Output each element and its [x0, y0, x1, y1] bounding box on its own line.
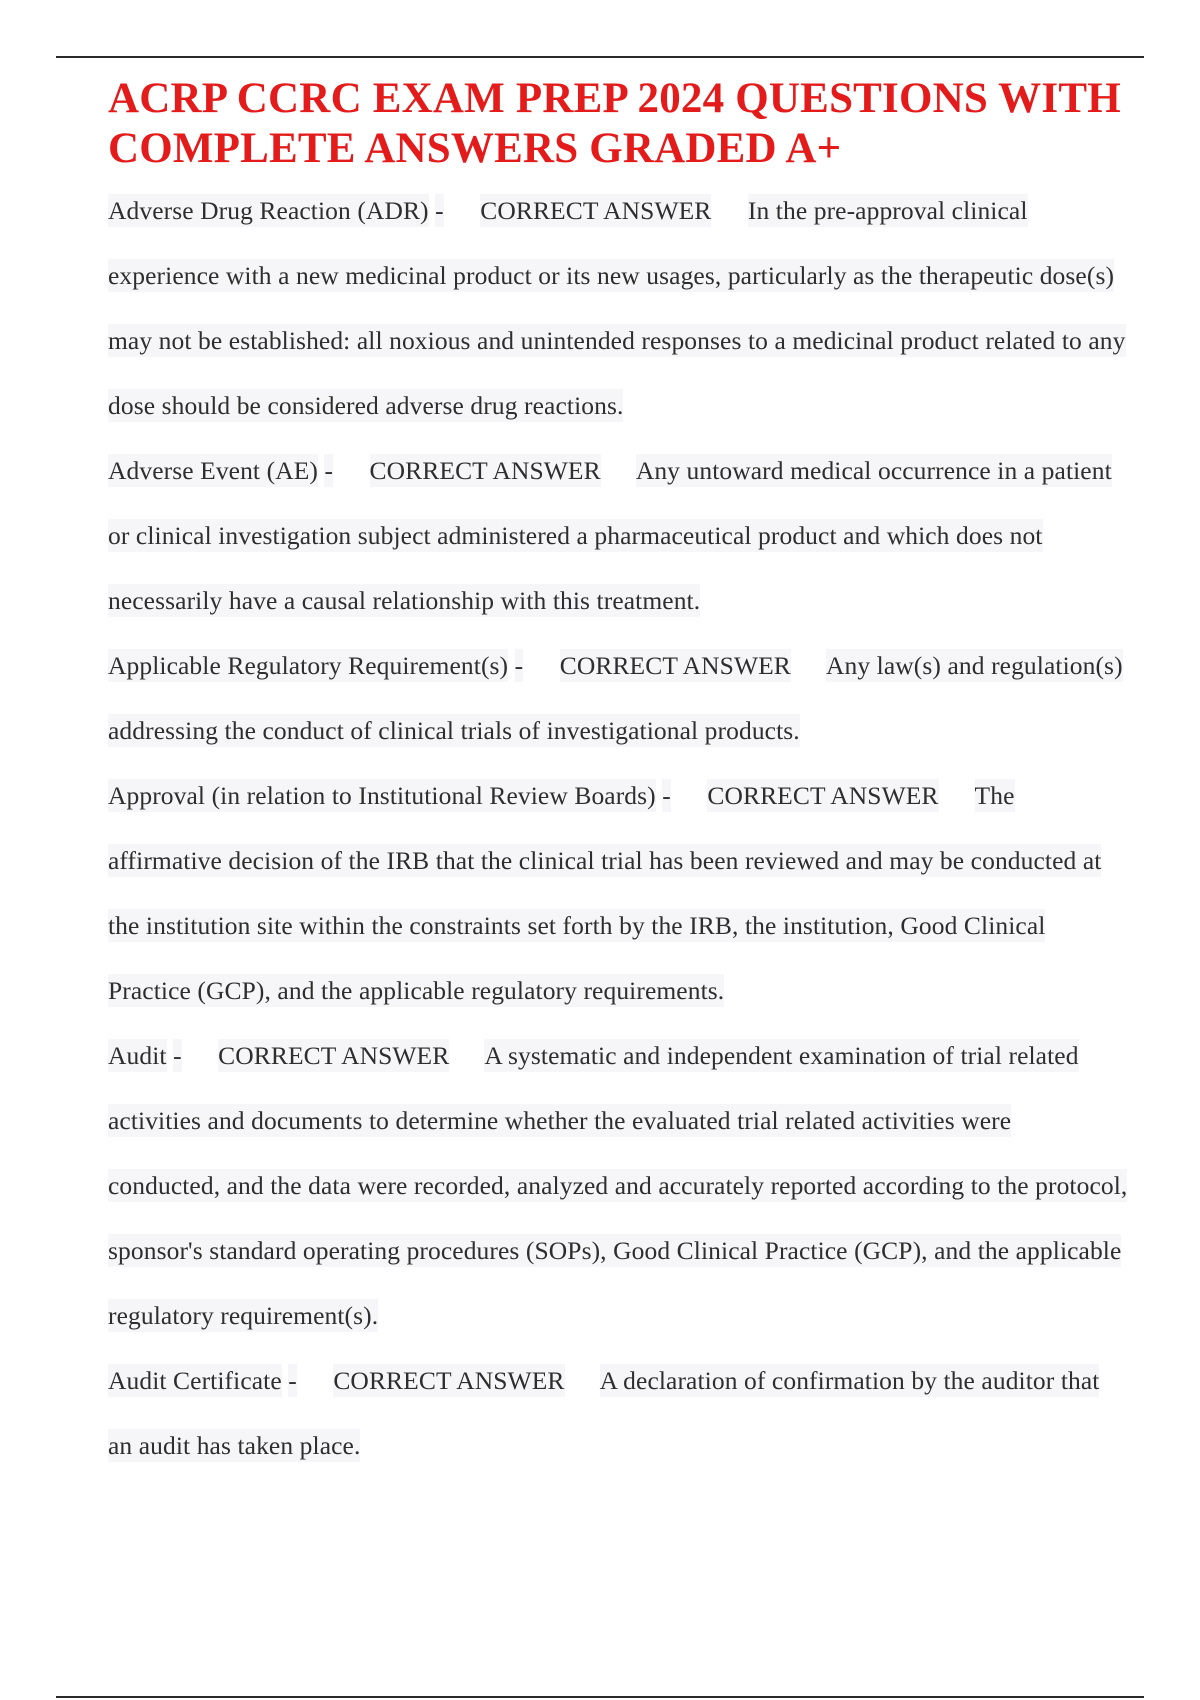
entry-term: Adverse Drug Reaction (ADR) [108, 196, 429, 225]
entry-term: Audit [108, 1041, 167, 1070]
entry-separator: - [288, 1366, 297, 1395]
entry-definition: In the pre-approval clinical experience with a new medicinal product or its new usages, particularly as the therapeutic dose(s) may not be established: all noxious and unintended responses to a medicinal product related to any dose should be considered adverse drug reactions. [108, 196, 1126, 420]
entry-separator: - [324, 456, 334, 485]
answer-tag: CORRECT ANSWER [707, 781, 939, 810]
entry-term: Adverse Event (AE) [108, 456, 318, 485]
entry-term: Audit Certificate [108, 1366, 282, 1395]
entry-separator: - [514, 651, 524, 680]
list-item [108, 1023, 1128, 1348]
list-item [108, 438, 1128, 633]
list-item [108, 1348, 1128, 1478]
list-item [108, 633, 1128, 763]
entry-separator: - [435, 196, 444, 225]
answer-tag: CORRECT ANSWER [369, 456, 601, 485]
entry-definition: Any untoward medical occurrence in a patient or clinical investigation subject administered a pharmaceutical product and which does not necessarily have a causal relationship with this treatment. [108, 456, 1112, 615]
entry-definition: A declaration of confirmation by the auditor that an audit has taken place. [108, 1366, 1100, 1460]
answer-tag: CORRECT ANSWER [559, 651, 791, 680]
entry-definition: Any law(s) and regulation(s) addressing the conduct of clinical trials of investigational products. [108, 651, 1123, 745]
top-divider [56, 56, 1144, 58]
document-body [108, 74, 1128, 1478]
entry-separator: - [662, 781, 671, 810]
entry-definition: A systematic and independent examination of trial related activities and documents to determine whether the evaluated trial related activities were conducted, and the data were recorded, analyzed and accurately reported according to the protocol, sponsor's standard operating procedures (SOPs), Good Clinical Practice (GCP), and the applicable regulatory requirement(s). [108, 1041, 1128, 1330]
entry-term: Approval (in relation to Institutional Review Boards) [108, 781, 656, 810]
answer-tag: CORRECT ANSWER [480, 196, 712, 225]
list-item [108, 178, 1128, 438]
entry-term: Applicable Regulatory Requirement(s) [108, 651, 509, 680]
answer-tag: CORRECT ANSWER [333, 1366, 565, 1395]
bottom-divider [56, 1696, 1144, 1698]
entry-definition: The affirmative decision of the IRB that the clinical trial has been reviewed and may be conducted at the institution site within the constraints set forth by the IRB, the institution, Good Clinical Practice (GCP), and the applicable regulatory requirements. [108, 781, 1102, 1005]
answer-tag: CORRECT ANSWER [218, 1041, 450, 1070]
entry-list [108, 178, 1128, 1478]
document-title: ACRP CCRC EXAM PREP 2024 QUESTIONS WITH COMPLETE ANSWERS GRADED A+ [108, 75, 1121, 172]
entry-separator: - [173, 1041, 182, 1070]
list-item [108, 763, 1128, 1023]
